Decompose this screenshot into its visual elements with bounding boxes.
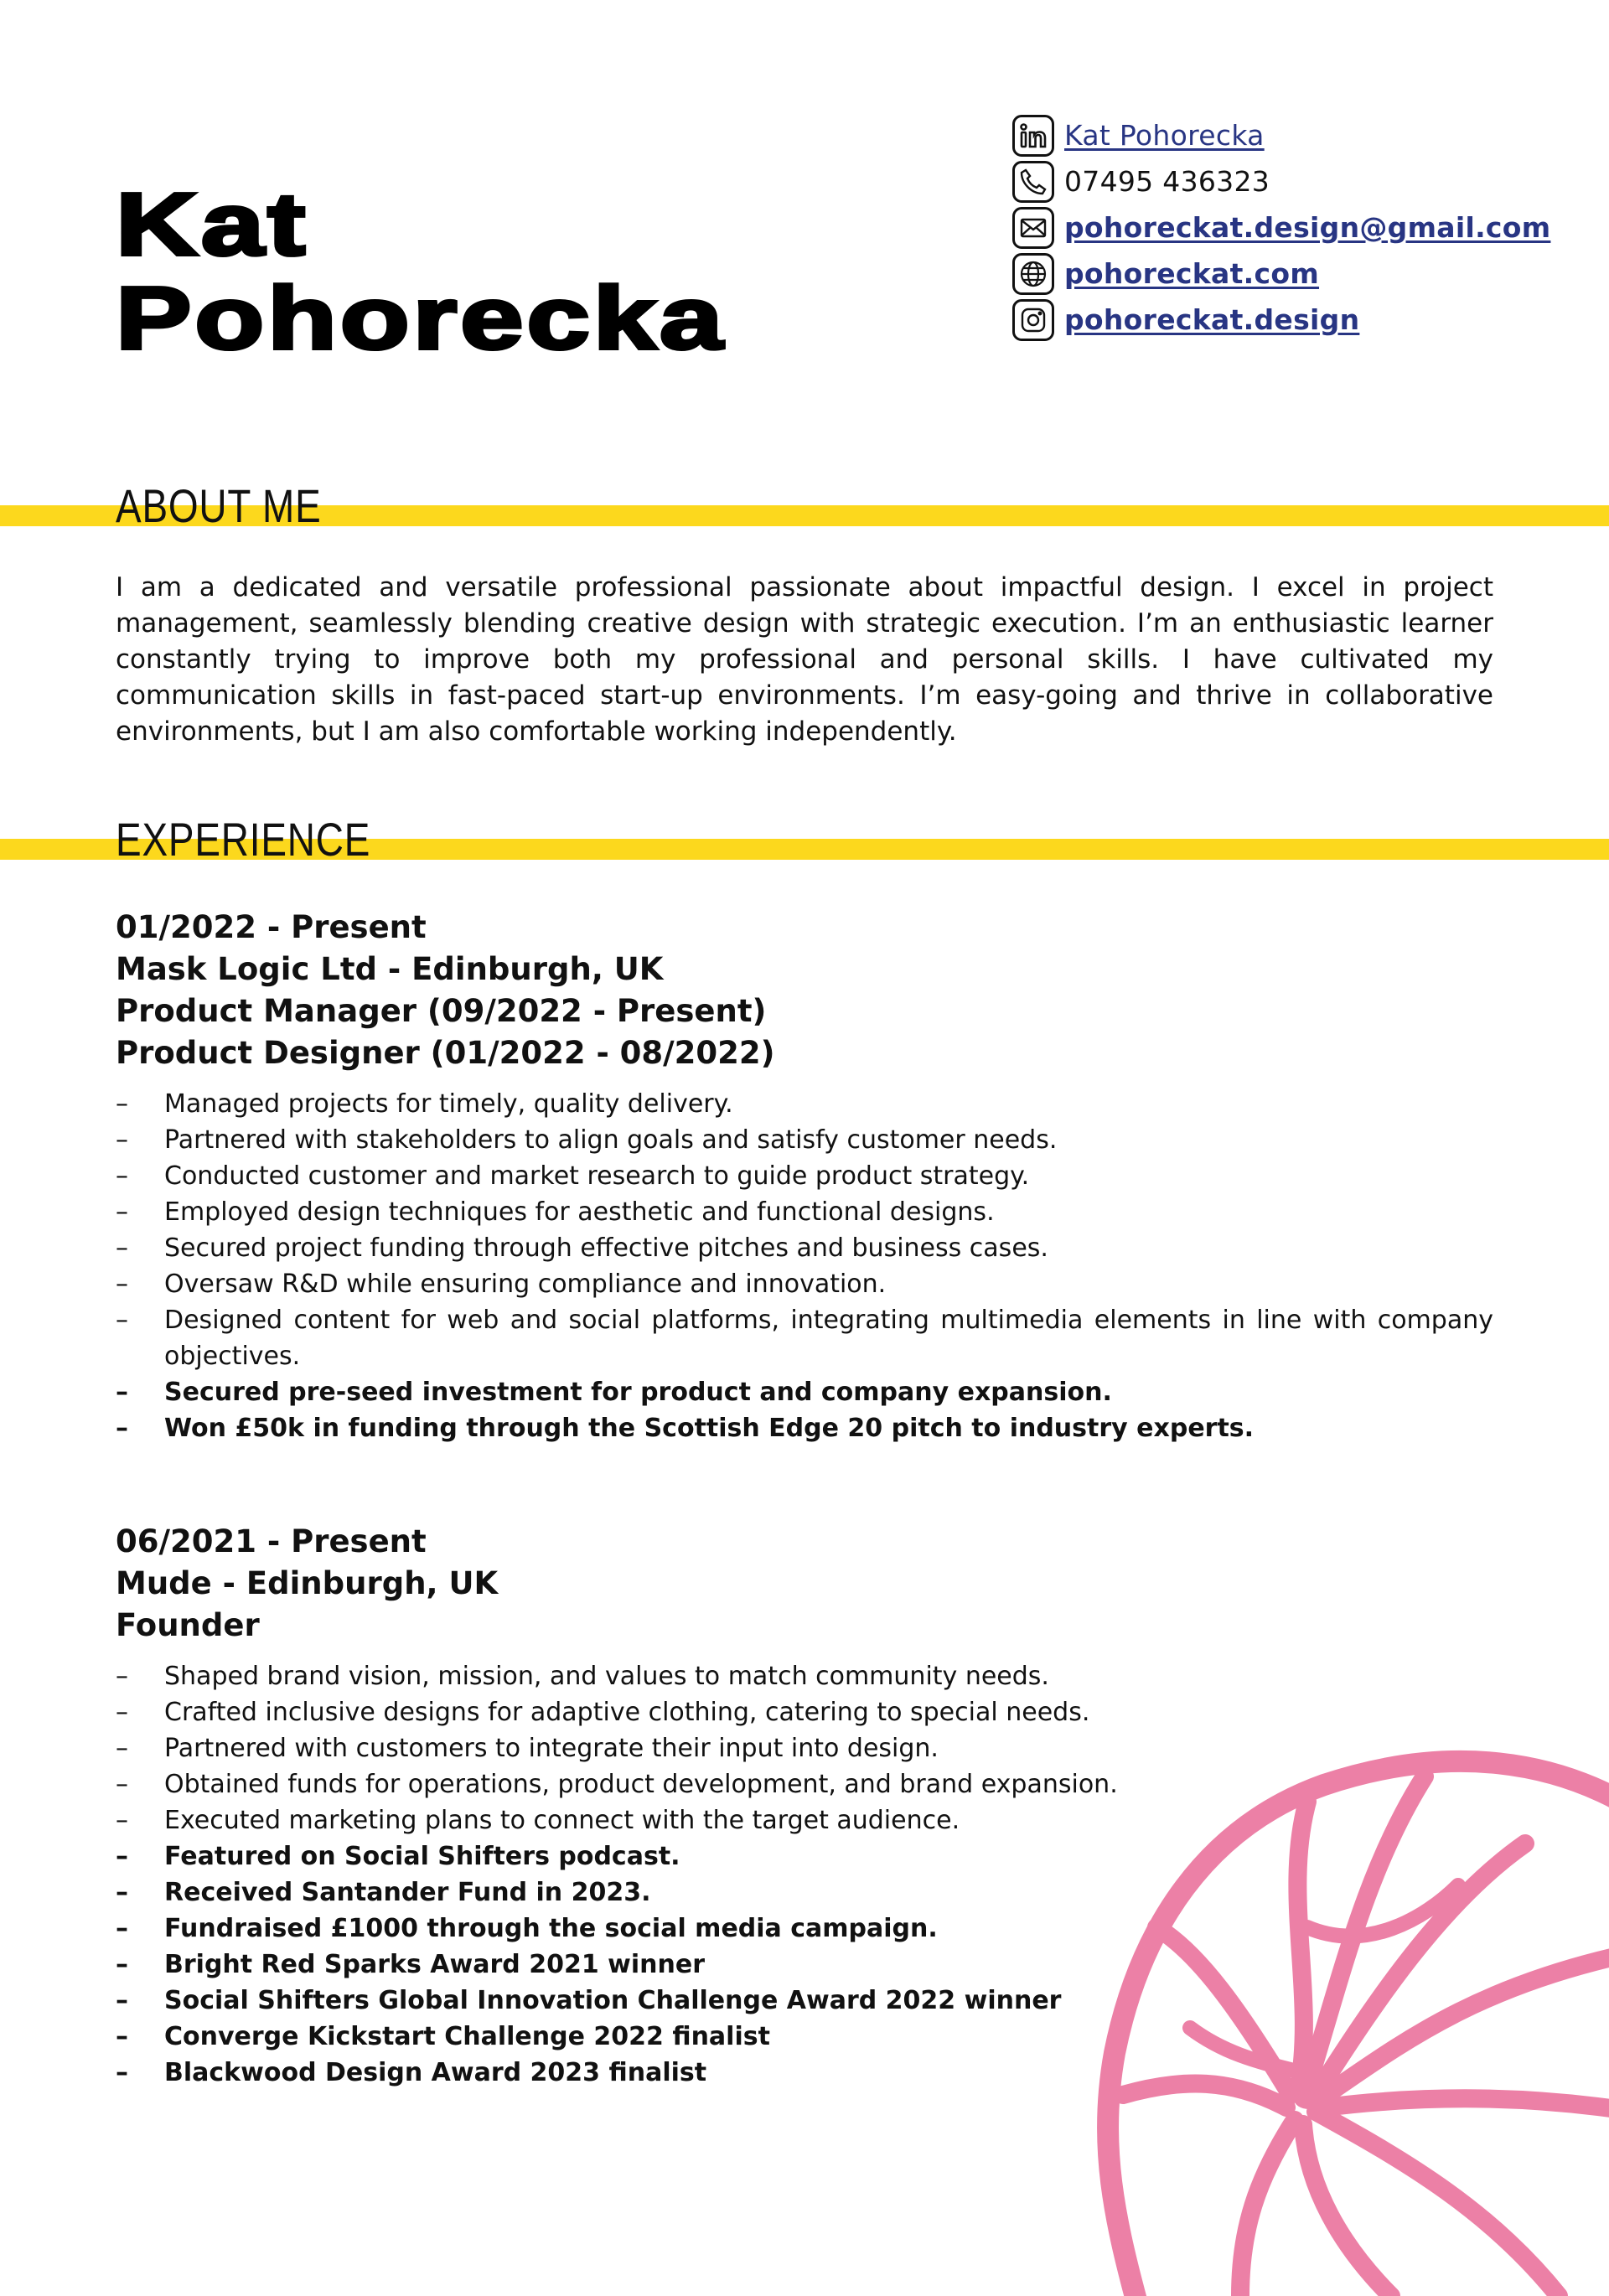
job-dates: 06/2021 - Present — [116, 1523, 427, 1559]
job-bullets — [116, 1658, 1493, 2091]
bullet-item: – Partnered with stakeholders to align goals and satisfy customer needs. — [116, 1122, 1493, 1158]
last-name: Pohorecka — [116, 269, 727, 368]
globe-icon — [1012, 253, 1054, 295]
bullet-item: – Executed marketing plans to connect with the target audience. — [116, 1802, 1493, 1838]
about-text: I am a dedicated and versatile professional passionate about impactful design. I excel in project management, seamlessly blending creative design with strategic execution. I’m an enthusiastic learner constantly trying to improve both my professional and personal skills. I have cultivated my communication skills in fast-paced start-up environments. I’m easy-going and thrive in collaborative environments, but I am also comfortable working independently. — [116, 572, 1493, 747]
bullet-item: – Obtained funds for operations, product development, and brand expansion. — [116, 1766, 1493, 1802]
candidate-name — [116, 175, 727, 368]
bullet-item: – Partnered with customers to integrate their input into design. — [116, 1730, 1493, 1766]
job-mask-logic — [116, 907, 1493, 1446]
contact-instagram — [1012, 297, 1550, 343]
contact-phone — [1012, 158, 1550, 204]
bullet-item-highlight: – Received Santander Fund in 2023. — [116, 1875, 1493, 1911]
bullet-item: – Managed projects for timely, quality delivery. — [116, 1086, 1493, 1122]
bullet-item-highlight: – Fundraised £1000 through the social media campaign. — [116, 1911, 1493, 1947]
bullet-item-highlight: – Blackwood Design Award 2023 finalist — [116, 2055, 1493, 2091]
job-role: Founder — [116, 1607, 260, 1643]
contact-list — [1012, 112, 1550, 343]
bullet-item-highlight: – Converge Kickstart Challenge 2022 finalist — [116, 2019, 1493, 2055]
bullet-item: – Conducted customer and market research to guide product strategy. — [116, 1158, 1493, 1194]
contact-website — [1012, 251, 1550, 297]
website-link[interactable]: pohoreckat.com — [1064, 257, 1320, 290]
linkedin-icon — [1012, 115, 1054, 157]
bullet-item-highlight: – Social Shifters Global Innovation Challenge Award 2022 winner — [116, 1983, 1493, 2019]
instagram-link[interactable]: pohoreckat.design — [1064, 303, 1360, 336]
bullet-item: – Oversaw R&D while ensuring compliance and innovation. — [116, 1266, 1493, 1302]
bullet-item-highlight: – Featured on Social Shifters podcast. — [116, 1838, 1493, 1875]
job-role: Product Designer (01/2022 - 08/2022) — [116, 1035, 775, 1071]
email-link[interactable]: pohoreckat.design@gmail.com — [1064, 211, 1551, 244]
instagram-icon — [1012, 299, 1054, 341]
bullet-item: – Designed content for web and social platforms, integrating multimedia elements in line with company objectives. — [116, 1302, 1493, 1374]
contact-email — [1012, 204, 1550, 251]
bullet-item: – Shaped brand vision, mission, and values to match community needs. — [116, 1658, 1493, 1694]
bullet-item-highlight: – Bright Red Sparks Award 2021 winner — [116, 1947, 1493, 1983]
phone-icon — [1012, 161, 1054, 203]
phone-number: 07495 436323 — [1064, 165, 1270, 198]
bullet-item-highlight: – Won £50k in funding through the Scottish Edge 20 pitch to industry experts. — [116, 1410, 1493, 1446]
bullet-item: – Crafted inclusive designs for adaptive clothing, catering to special needs. — [116, 1694, 1493, 1730]
bullet-item-highlight: – Secured pre-seed investment for product and company expansion. — [116, 1374, 1493, 1410]
bullet-item: – Secured project funding through effective pitches and business cases. — [116, 1230, 1493, 1266]
job-bullets — [116, 1086, 1493, 1446]
bullet-item: – Employed design techniques for aesthetic and functional designs. — [116, 1194, 1493, 1230]
experience-title: EXPERIENCE — [116, 813, 371, 866]
job-dates: 01/2022 - Present — [116, 909, 427, 945]
job-company: Mude - Edinburgh, UK — [116, 1565, 499, 1601]
mail-icon — [1012, 207, 1054, 249]
job-role: Product Manager (09/2022 - Present) — [116, 993, 767, 1029]
about-title: ABOUT ME — [116, 479, 322, 532]
contact-linkedin — [1012, 112, 1550, 158]
first-name: Kat — [116, 175, 309, 274]
job-company: Mask Logic Ltd - Edinburgh, UK — [116, 951, 664, 987]
linkedin-link[interactable]: Kat Pohorecka — [1064, 119, 1265, 152]
job-mude — [116, 1521, 1493, 2091]
